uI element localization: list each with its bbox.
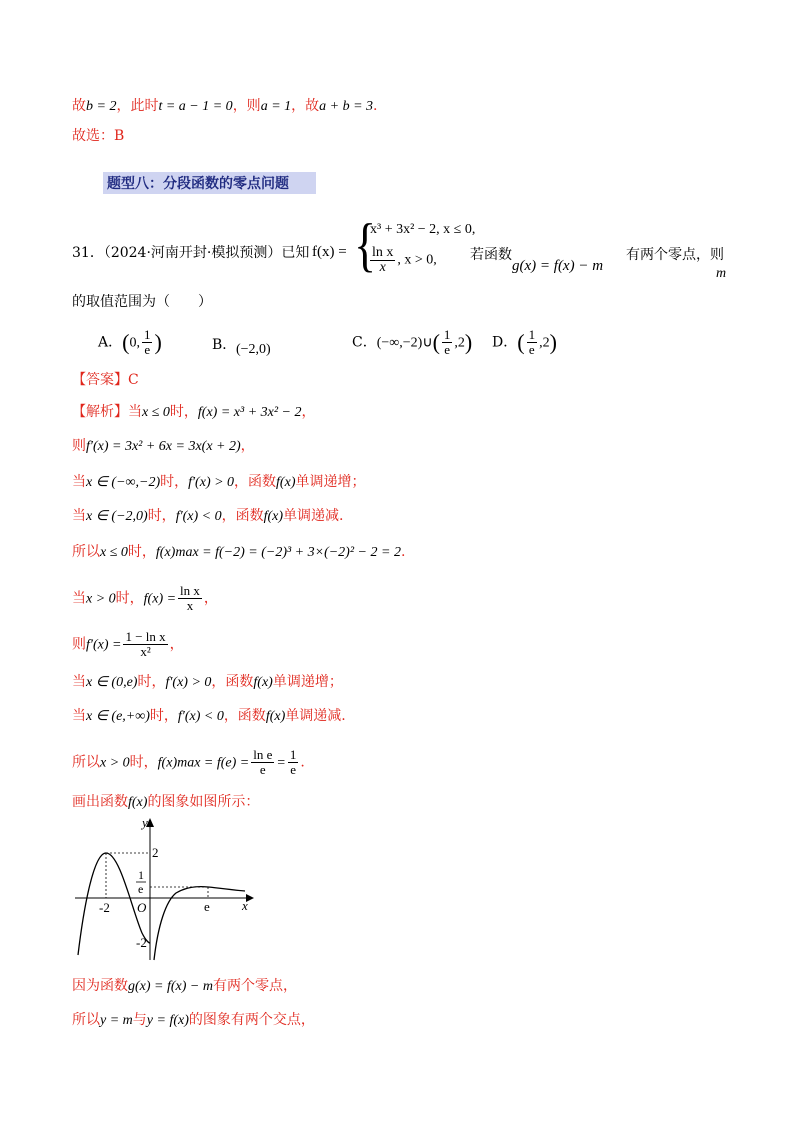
option-a[interactable]: A．(0, $\frac{1}{e}$ ) bbox=[98, 327, 162, 357]
option-c[interactable]: C．(−∞,−2)∪( $\frac{1}{e}$ ,2) bbox=[352, 327, 473, 357]
question-line-2: 的取值范围为（ ） bbox=[72, 294, 212, 310]
solution-line-11: 画出函数f(x)的图象如图所示： bbox=[72, 794, 260, 810]
x-axis-label: x bbox=[242, 898, 248, 913]
piecewise-case-1: x³ + 3x² − 2, x ≤ 0, bbox=[370, 222, 476, 237]
solution-line-2: 则f′(x) = 3x² + 6x = 3x(x + 2)， bbox=[72, 438, 255, 454]
solution-line-7: 则f′(x) = $\frac{\text{1 − ln x}}{\text{x²}}$ ， bbox=[72, 629, 184, 659]
question-tail: 有两个零点，则 bbox=[626, 247, 724, 263]
function-graph bbox=[70, 815, 270, 965]
tick-label-2: 2 bbox=[152, 845, 159, 860]
solution-line-13: 所以y = m与y = f(x)的图象有两个交点， bbox=[72, 1012, 315, 1028]
question-mid: 若函数 bbox=[470, 247, 512, 263]
choice-line: 故选：B bbox=[72, 128, 125, 144]
solution-line-1: 【解析】当x ≤ 0时，f(x) = x³ + 3x² − 2， bbox=[72, 404, 316, 420]
solution-line-3: 当x ∈ (−∞,−2)时，f′(x) > 0，函数f(x)单调递增； bbox=[72, 474, 366, 490]
tick-label-neg2-x: -2 bbox=[99, 900, 110, 915]
answer-line: 【答案】C bbox=[72, 372, 139, 388]
piecewise-case-2: $\frac{\text{ln x}}{x}$ , x > 0, bbox=[372, 245, 437, 275]
question-stem: 31．（2024·河南开封·模拟预测）已知 bbox=[72, 245, 310, 261]
solution-line-10: 所以x > 0时，f(x)max = f(e) = $\frac{\text{ln e}}{e}$ = $\frac{1}{e}$ . bbox=[72, 747, 305, 777]
conclusion-line: 故b = 2，此时t = a − 1 = 0，则a = 1，故a + b = 3. bbox=[72, 98, 378, 114]
section-title: 题型八：分段函数的零点问题 bbox=[107, 176, 289, 192]
question-fx: f(x) = bbox=[312, 244, 347, 260]
solution-line-6: 当x > 0时，f(x) = $\frac{\text{ln x}}{x}$ ， bbox=[72, 583, 218, 613]
question-m: m bbox=[716, 266, 727, 281]
y-axis-label: y bbox=[142, 815, 148, 830]
option-b[interactable]: B． bbox=[212, 337, 237, 353]
tick-label-1-over-e-den: e bbox=[138, 882, 144, 896]
solution-line-9: 当x ∈ (e,+∞)时，f′(x) < 0，函数f(x)单调递减. bbox=[72, 708, 346, 724]
question-gx: g(x) = f(x) − m bbox=[512, 258, 604, 274]
solution-line-4: 当x ∈ (−2,0)时，f′(x) < 0，函数f(x)单调递减. bbox=[72, 508, 344, 524]
option-d[interactable]: D．( $\frac{1}{e}$ ,2) bbox=[492, 327, 557, 357]
tick-label-neg2-y: -2 bbox=[136, 935, 147, 950]
solution-line-8: 当x ∈ (0,e)时，f′(x) > 0，函数f(x)单调递增； bbox=[72, 674, 343, 690]
tick-label-1-over-e-num: 1 bbox=[138, 868, 144, 882]
solution-line-12: 因为函数g(x) = f(x) − m有两个零点， bbox=[72, 978, 297, 994]
origin-label: O bbox=[137, 900, 147, 915]
solution-line-5: 所以x ≤ 0时，f(x)max = f(−2) = (−2)³ + 3×(−2)² − 2 = 2. bbox=[72, 544, 406, 560]
piecewise-brace: { bbox=[354, 211, 377, 278]
option-b-value: (−2,0) bbox=[236, 342, 271, 357]
tick-label-e: e bbox=[204, 899, 210, 914]
